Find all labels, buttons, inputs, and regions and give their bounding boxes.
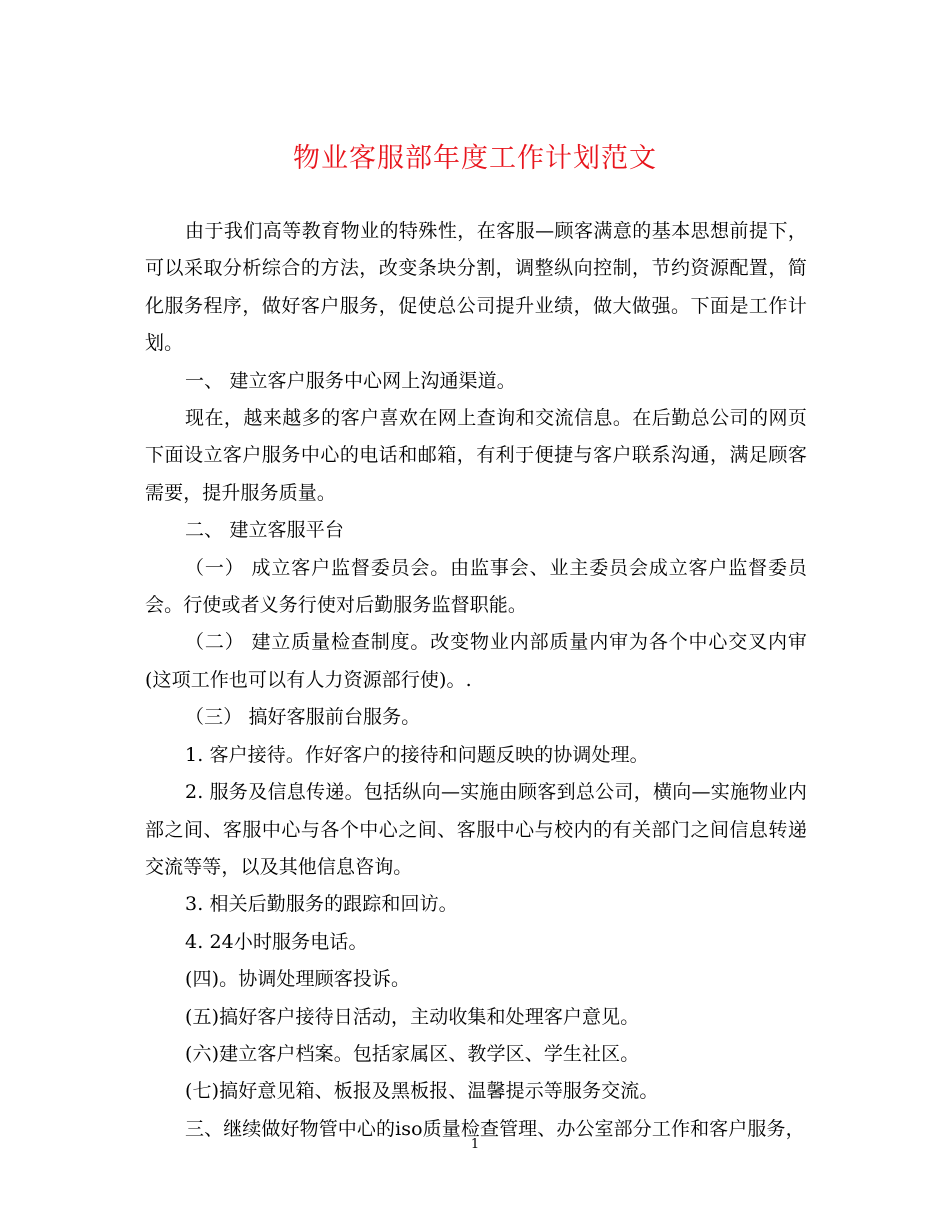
list-item-3: 3. 相关后勤服务的跟踪和回访。 <box>185 893 458 916</box>
list-item-2: 2. 服务及信息传递。包括纵向—实施由顾客到总公司，横向—实施物业内部之间、客服中心与各个中心之间、客服中心与校内的有关部门之间信息转递交流等等，以及其他信息咨询。 <box>145 781 807 878</box>
paragraph-item-1: （一） 成立客户监督委员会。由监事会、业主委员会成立客户监督委员会。行使或者义务行使对后勤服务监督职能。 <box>145 556 807 617</box>
paragraph-item-5: (五)搞好客户接待日活动，主动收集和处理客户意见。 <box>185 1005 640 1028</box>
section-heading-1: 一、 建立客户服务中心网上沟通渠道。 <box>185 369 516 392</box>
paragraph-item-3: （三） 搞好客服前台服务。 <box>185 706 421 729</box>
list-item-4: 4. 24小时服务电话。 <box>185 930 368 953</box>
section-heading-2: 二、 建立客服平台 <box>185 519 344 542</box>
paragraph-item-6: (六)建立客户档案。包括家属区、教学区、学生社区。 <box>185 1042 640 1065</box>
list-item-1: 1. 客户接待。作好客户的接待和问题反映的协调处理。 <box>185 743 649 766</box>
document-body <box>145 213 807 1148</box>
paragraph-online-channel: 现在，越来越多的客户喜欢在网上查询和交流信息。在后勤总公司的网页下面设立客户服务中心的电话和邮箱，有利于便捷与客户联系沟通，满足顾客需要，提升服务质量。 <box>145 407 807 504</box>
page-number: 1 <box>470 1137 480 1152</box>
paragraph-item-7: (七)搞好意见箱、板报及黑板报、温馨提示等服务交流。 <box>185 1080 659 1103</box>
section-heading-3: 三、继续做好物管中心的iso质量检查管理、办公室部分工作和客户服务， <box>185 1117 805 1140</box>
paragraph-item-2: （二） 建立质量检查制度。改变物业内部质量内审为各个中心交叉内审(这项工作也可以有人力资源部行使)。. <box>145 631 807 691</box>
paragraph-intro: 由于我们高等教育物业的特殊性，在客服—顾客满意的基本思想前提下，可以采取分析综合的方法，改变条块分割，调整纵向控制，节约资源配置，简化服务程序，做好客户服务，促使总公司提升业绩，做大做强。下面是工作计划。 <box>145 220 807 355</box>
paragraph-item-4: (四)。协调处理顾客投诉。 <box>185 968 411 991</box>
document-title: 物业客服部年度工作计划范文 <box>293 143 657 174</box>
